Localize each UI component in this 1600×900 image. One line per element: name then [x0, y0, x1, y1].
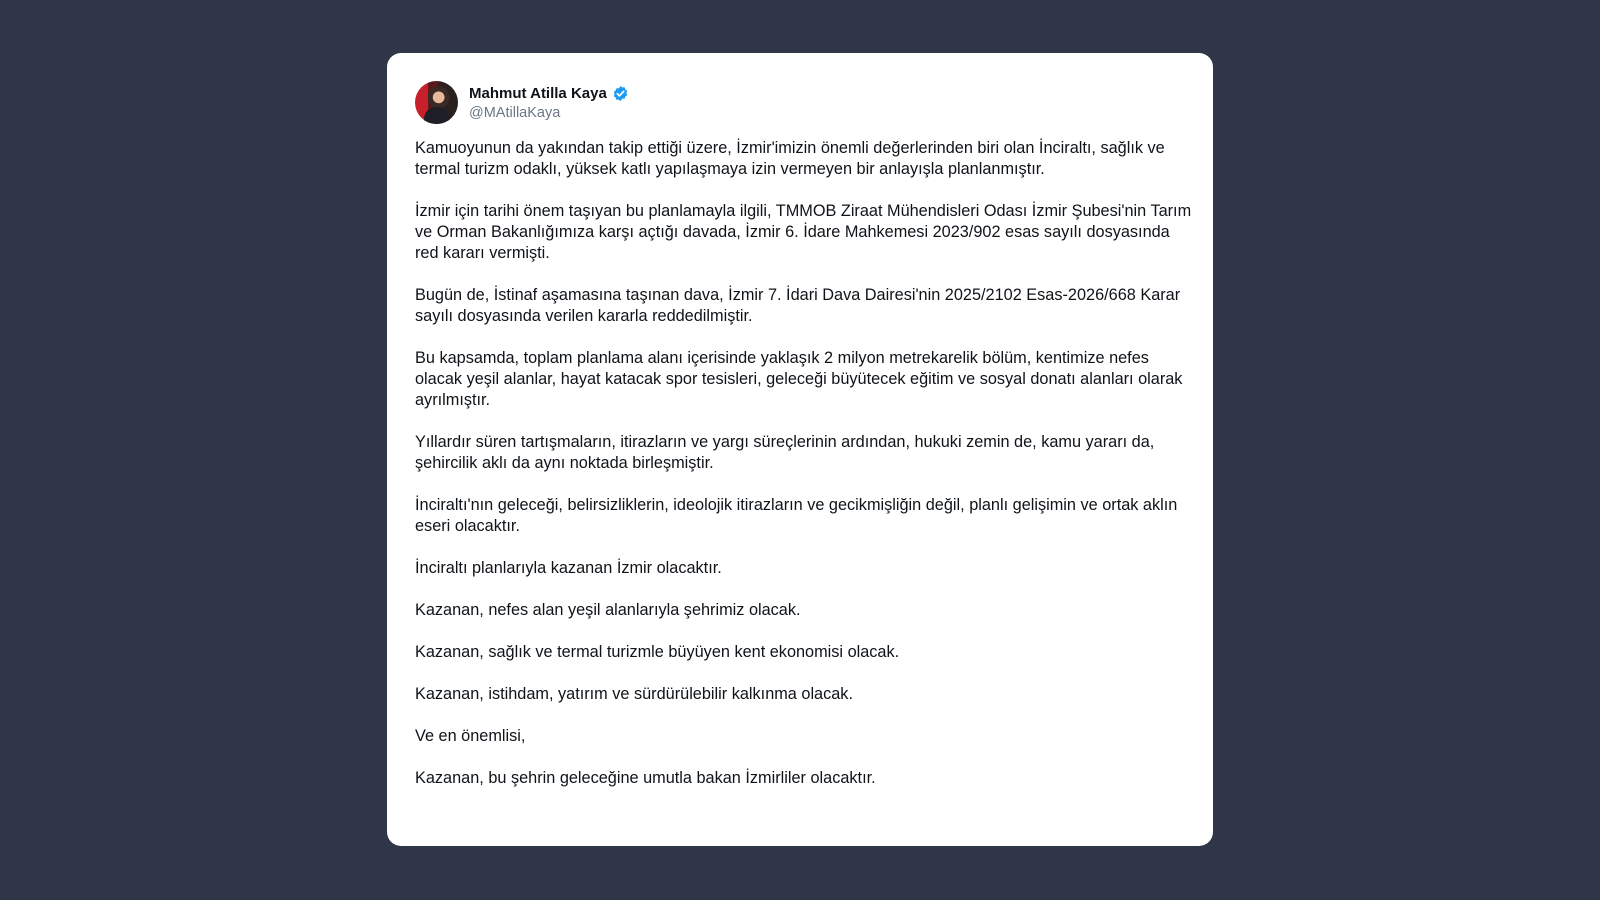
tweet-paragraph: Bu kapsamda, toplam planlama alanı içerisinde yaklaşık 2 milyon metrekarelik bölüm, kentimize nefes olacak yeşil alanlar, hayat katacak spor tesisleri, geleceği büyütecek eğitim ve sosyal donatı alanları olarak ayrılmıştır. — [415, 349, 1183, 409]
tweet-paragraph: Kazanan, bu şehrin geleceğine umutla bakan İzmirliler olacaktır. — [415, 769, 876, 787]
tweet-card — [387, 53, 1213, 846]
name-row — [469, 83, 629, 104]
tweet-paragraph: İzmir için tarihi önem taşıyan bu planlamayla ilgili, TMMOB Ziraat Mühendisleri Odası İzmir Şubesi'nin Tarım ve Orman Bakanlığımıza karşı açtığı davada, İzmir 6. İdare Mahkemesi 2023/902 esas sayılı dosyasında red kararı vermişti. — [415, 202, 1192, 262]
tweet-paragraph: İnciraltı planlarıyla kazanan İzmir olacaktır. — [415, 559, 722, 577]
tweet-paragraph: Kamuoyunun da yakından takip ettiği üzere, İzmir'imizin önemli değerlerinden biri olan İnciraltı, sağlık ve termal turizm odaklı, yüksek katlı yapılaşmaya izin vermeyen bir anlayışla planlanmıştır. — [415, 139, 1165, 178]
tweet-paragraph: Bugün de, İstinaf aşamasına taşınan dava, İzmir 7. İdari Dava Dairesi'nin 2025/2102 Esas-2026/668 Karar sayılı dosyasında verilen kararla reddedilmiştir. — [415, 286, 1181, 325]
tweet-paragraph: Yıllardır süren tartışmaların, itirazların ve yargı süreçlerinin ardından, hukuki zemin de, kamu yararı da, şehircilik aklı da aynı noktada birleşmiştir. — [415, 433, 1155, 472]
tweet-paragraph: İnciraltı'nın geleceği, belirsizliklerin, ideolojik itirazların ve gecikmişliğin değil, planlı gelişimin ve ortak aklın eseri olacaktır. — [415, 496, 1178, 535]
tweet-paragraph: Kazanan, istihdam, yatırım ve sürdürülebilir kalkınma olacak. — [415, 685, 853, 703]
avatar[interactable] — [415, 81, 458, 124]
tweet-header — [415, 80, 1185, 124]
tweet-paragraph: Kazanan, sağlık ve termal turizmle büyüyen kent ekonomisi olacak. — [415, 643, 900, 661]
author-info — [469, 83, 629, 121]
author-display-name[interactable]: Mahmut Atilla Kaya — [469, 85, 607, 102]
tweet-paragraph: Kazanan, nefes alan yeşil alanlarıyla şehrimiz olacak. — [415, 601, 801, 619]
tweet-paragraph: Ve en önemlisi, — [415, 727, 526, 745]
tweet-text — [415, 138, 1195, 789]
verified-badge-icon — [612, 85, 629, 102]
author-handle[interactable]: @MAtillaKaya — [469, 105, 561, 121]
